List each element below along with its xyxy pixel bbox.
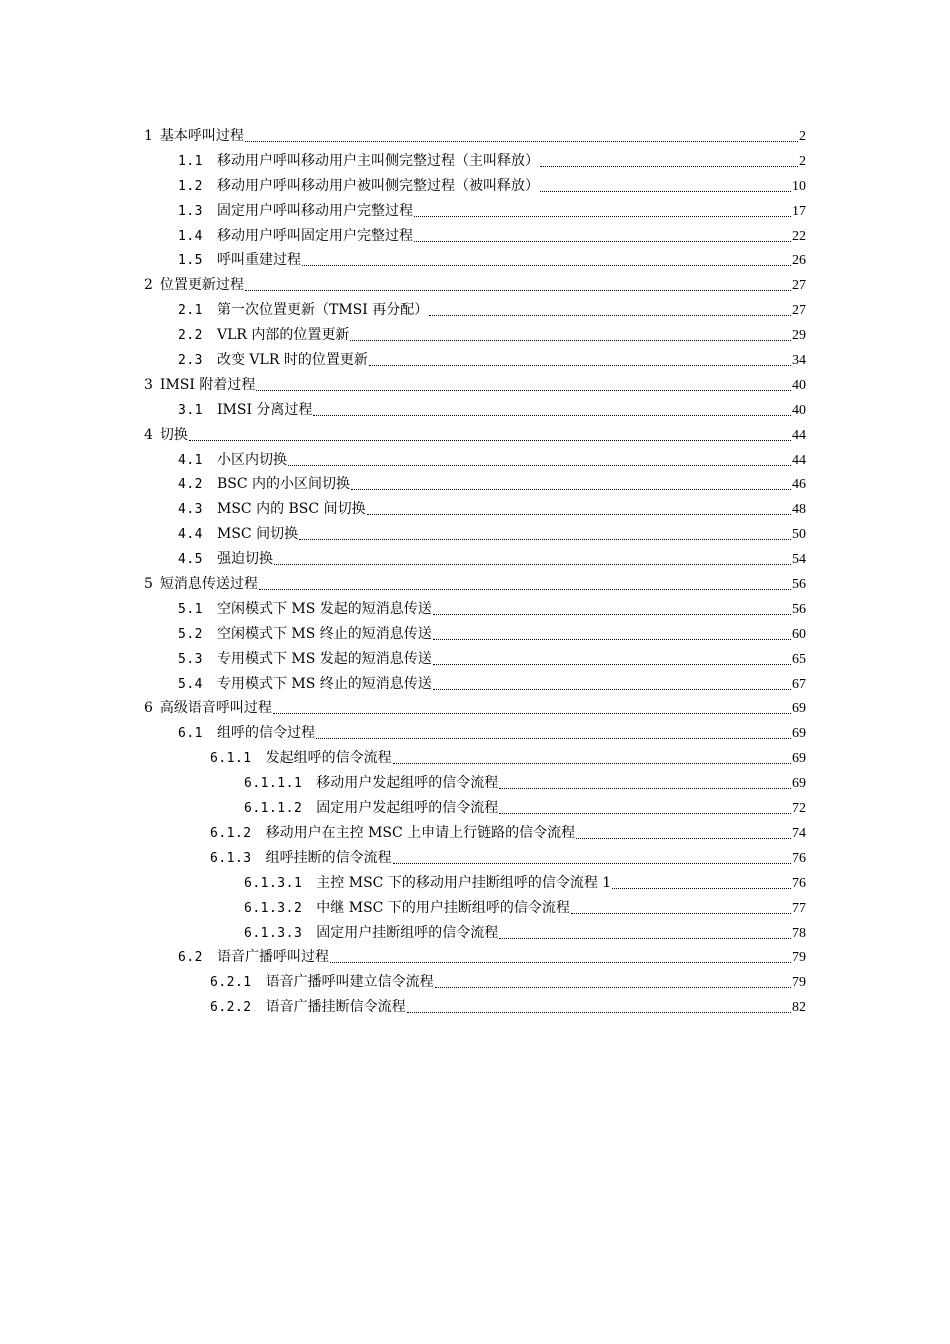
toc-entry-title: 移动用户呼叫固定用户完整过程 — [216, 227, 413, 244]
toc-entry-page-number: 67 — [792, 676, 806, 692]
toc-entry-title: IMSI 附着过程 — [159, 376, 256, 393]
toc-entry-page-number: 69 — [792, 751, 806, 767]
toc-entry-title: 专用模式下 MS 发起的短消息传送 — [216, 650, 432, 667]
toc-entry-title: 移动用户在主控 MSC 上申请上行链路的信令流程 — [265, 824, 576, 841]
toc-entry-title: 空闲模式下 MS 发起的短消息传送 — [216, 600, 432, 617]
toc-entry-number: 4.5 — [178, 552, 203, 568]
toc-entry-number: 4.3 — [178, 502, 203, 518]
toc-entry-number: 6.2.2 — [210, 1000, 252, 1016]
toc-entry[interactable] — [144, 298, 806, 323]
toc-entry-page-number: 79 — [792, 975, 806, 991]
toc-entry-page-number: 76 — [792, 875, 806, 891]
dot-leader — [351, 475, 791, 490]
toc-entry-title: VLR 内部的位置更新 — [216, 327, 350, 344]
toc-entry-title: 固定用户挂断组呼的信令流程 — [316, 924, 499, 941]
dot-leader — [433, 650, 791, 665]
toc-entry-page-number: 40 — [792, 377, 806, 393]
toc-entry-page-number: 44 — [792, 427, 806, 443]
toc-entry[interactable] — [144, 647, 806, 672]
toc-entry-number: 4.1 — [178, 452, 203, 468]
dot-leader — [245, 276, 791, 291]
toc-entry-number: 1.4 — [178, 228, 203, 244]
toc-entry[interactable] — [144, 497, 806, 522]
toc-entry-title: 移动用户呼叫移动用户被叫侧完整过程（被叫释放） — [216, 177, 539, 194]
dot-leader — [256, 376, 791, 391]
toc-entry-page-number: 40 — [792, 402, 806, 418]
toc-entry[interactable] — [144, 771, 806, 796]
toc-entry-page-number: 56 — [792, 577, 806, 593]
toc-entry-title: 组呼的信令过程 — [216, 725, 315, 742]
dot-leader — [433, 625, 791, 640]
toc-entry-title: MSC 内的 BSC 间切换 — [216, 501, 366, 518]
toc-entry-number: 1.5 — [178, 253, 203, 269]
toc-entry-page-number: 79 — [792, 950, 806, 966]
dot-leader — [499, 924, 791, 939]
toc-entry[interactable] — [144, 224, 806, 249]
toc-entry[interactable] — [144, 995, 806, 1020]
dot-leader — [499, 799, 791, 814]
toc-entry-title: 改变 VLR 时的位置更新 — [216, 352, 368, 369]
toc-entry-number: 5.4 — [178, 676, 203, 692]
dot-leader — [350, 326, 791, 341]
toc-entry-page-number: 2 — [799, 129, 806, 144]
toc-entry-title: 小区内切换 — [216, 451, 287, 468]
toc-entry-page-number: 74 — [792, 825, 806, 841]
toc-entry-page-number: 69 — [792, 776, 806, 792]
toc-entry[interactable] — [144, 896, 806, 921]
toc-entry-number: 2.3 — [178, 353, 203, 369]
toc-entry-number: 6.1.3.2 — [244, 900, 303, 916]
toc-entry-title: 切换 — [159, 426, 188, 443]
toc-entry-title: IMSI 分离过程 — [216, 401, 313, 418]
toc-entry[interactable] — [144, 273, 806, 298]
toc-entry-number: 4.2 — [178, 477, 203, 493]
toc-entry-title: 强迫切换 — [216, 551, 273, 568]
toc-entry-title: 语音广播呼叫建立信令流程 — [265, 974, 434, 991]
toc-entry-number: 5.2 — [178, 626, 203, 642]
toc-entry-title: 发起组呼的信令流程 — [265, 750, 392, 767]
toc-entry-title: 专用模式下 MS 终止的短消息传送 — [216, 675, 432, 692]
toc-entry-page-number: 82 — [792, 1000, 806, 1016]
toc-entry[interactable] — [144, 970, 806, 995]
dot-leader — [259, 575, 791, 590]
dot-leader — [571, 899, 791, 914]
dot-leader — [540, 152, 798, 167]
toc-entry[interactable] — [144, 348, 806, 373]
dot-leader — [273, 699, 791, 714]
toc-entry-number: 2 — [144, 277, 153, 294]
dot-leader — [316, 724, 791, 739]
dot-leader — [330, 948, 791, 963]
toc-entry-number: 3 — [144, 376, 153, 393]
toc-entry-number: 2.1 — [178, 303, 203, 319]
dot-leader — [367, 500, 791, 515]
toc-entry[interactable] — [144, 124, 806, 149]
toc-entry-title: 语音广播挂断信令流程 — [265, 999, 406, 1016]
toc-entry-page-number: 72 — [792, 801, 806, 817]
toc-entry[interactable] — [144, 796, 806, 821]
toc-entry-page-number: 50 — [792, 527, 806, 543]
toc-entry-number: 4 — [144, 426, 153, 443]
toc-entry-page-number: 26 — [792, 253, 806, 269]
toc-entry-title: 位置更新过程 — [159, 277, 244, 294]
dot-leader — [540, 177, 791, 192]
toc-entry[interactable] — [144, 423, 806, 448]
toc-entry[interactable] — [144, 248, 806, 273]
dot-leader — [435, 973, 791, 988]
toc-entry-page-number: 22 — [792, 228, 806, 244]
toc-entry-number: 6.1.2 — [210, 825, 252, 841]
toc-entry[interactable] — [144, 871, 806, 896]
toc-entry-title: 呼叫重建过程 — [216, 252, 301, 269]
toc-entry-title: 语音广播呼叫过程 — [216, 949, 329, 966]
dot-leader — [245, 127, 798, 142]
toc-entry-title: BSC 内的小区间切换 — [216, 476, 351, 493]
toc-entry-title: 第一次位置更新（TMSI 再分配） — [216, 302, 429, 319]
toc-entry-title: 移动用户发起组呼的信令流程 — [316, 775, 499, 792]
toc-entry-number: 6.1.3.1 — [244, 875, 303, 891]
toc-entry[interactable] — [144, 522, 806, 547]
toc-entry-number: 6.2 — [178, 950, 203, 966]
toc-entry-page-number: 78 — [792, 925, 806, 941]
toc-entry-page-number: 44 — [792, 452, 806, 468]
toc-entry-number: 5 — [144, 576, 153, 593]
toc-entry-number: 5.3 — [178, 651, 203, 667]
dot-leader — [433, 600, 791, 615]
toc-entry[interactable] — [144, 398, 806, 423]
toc-entry[interactable] — [144, 846, 806, 871]
dot-leader — [369, 351, 791, 366]
toc-entry-page-number: 69 — [792, 701, 806, 717]
toc-entry[interactable] — [144, 696, 806, 721]
toc-entry[interactable] — [144, 672, 806, 697]
dot-leader — [414, 227, 791, 242]
toc-entry-page-number: 69 — [792, 726, 806, 742]
toc-entry[interactable] — [144, 572, 806, 597]
toc-entry[interactable] — [144, 472, 806, 497]
toc-entry-page-number: 27 — [792, 303, 806, 319]
dot-leader — [313, 401, 791, 416]
toc-entry-title: 固定用户发起组呼的信令流程 — [316, 800, 499, 817]
toc-entry[interactable] — [144, 199, 806, 224]
toc-entry-page-number: 56 — [792, 601, 806, 617]
dot-leader — [299, 525, 791, 540]
toc-entry-page-number: 46 — [792, 477, 806, 493]
toc-entry-page-number: 2 — [799, 153, 806, 169]
toc-entry[interactable] — [144, 945, 806, 970]
dot-leader — [288, 451, 791, 466]
toc-entry-number: 6.1 — [178, 726, 203, 742]
toc-entry-page-number: 10 — [792, 178, 806, 194]
dot-leader — [274, 550, 791, 565]
dot-leader — [414, 202, 791, 217]
toc-entry[interactable] — [144, 746, 806, 771]
toc-entry[interactable] — [144, 597, 806, 622]
dot-leader — [576, 824, 791, 839]
toc-entry-number: 6.1.3.3 — [244, 925, 303, 941]
toc-entry[interactable] — [144, 323, 806, 348]
toc-entry[interactable] — [144, 721, 806, 746]
dot-leader — [433, 675, 791, 690]
toc-entry-title: 固定用户呼叫移动用户完整过程 — [216, 202, 413, 219]
table-of-contents — [144, 124, 806, 1020]
toc-entry-number: 5.1 — [178, 601, 203, 617]
toc-entry-page-number: 77 — [792, 900, 806, 916]
dot-leader — [393, 749, 791, 764]
toc-entry-page-number: 27 — [792, 278, 806, 294]
toc-entry-number: 3.1 — [178, 402, 203, 418]
toc-entry[interactable] — [144, 547, 806, 572]
toc-entry-number: 2.2 — [178, 328, 203, 344]
toc-entry-number: 6.1.1.2 — [244, 801, 303, 817]
dot-leader — [429, 301, 791, 316]
toc-entry-page-number: 48 — [792, 502, 806, 518]
toc-entry[interactable] — [144, 174, 806, 199]
toc-entry-number: 1.2 — [178, 178, 203, 194]
toc-entry[interactable] — [144, 821, 806, 846]
toc-entry-title: 主控 MSC 下的移动用户挂断组呼的信令流程 1 — [316, 874, 612, 891]
dot-leader — [499, 774, 791, 789]
toc-entry-number: 6.1.1 — [210, 751, 252, 767]
toc-entry-title: 高级语音呼叫过程 — [159, 700, 272, 717]
toc-entry-page-number: 65 — [792, 651, 806, 667]
toc-entry-page-number: 17 — [792, 203, 806, 219]
toc-entry-number: 4.4 — [178, 527, 203, 543]
toc-entry[interactable] — [144, 149, 806, 174]
toc-entry[interactable] — [144, 622, 806, 647]
toc-entry-page-number: 29 — [792, 328, 806, 344]
toc-entry-title: 组呼挂断的信令流程 — [265, 849, 392, 866]
toc-entry-page-number: 76 — [792, 850, 806, 866]
toc-entry-number: 6.2.1 — [210, 975, 252, 991]
toc-entry[interactable] — [144, 448, 806, 473]
toc-entry-number: 1 — [144, 128, 153, 144]
toc-entry-title: 短消息传送过程 — [159, 576, 258, 593]
dot-leader — [407, 998, 791, 1013]
dot-leader — [189, 426, 791, 441]
toc-entry[interactable] — [144, 921, 806, 946]
toc-entry-number: 6.1.3 — [210, 850, 252, 866]
toc-entry-title: 基本呼叫过程 — [159, 128, 244, 144]
toc-entry-title: 移动用户呼叫移动用户主叫侧完整过程（主叫释放） — [216, 152, 539, 169]
toc-entry-title: 空闲模式下 MS 终止的短消息传送 — [216, 625, 432, 642]
dot-leader — [612, 874, 791, 889]
toc-entry-title: MSC 间切换 — [216, 526, 299, 543]
toc-entry-number: 6.1.1.1 — [244, 776, 303, 792]
toc-entry-page-number: 60 — [792, 626, 806, 642]
toc-entry-page-number: 54 — [792, 552, 806, 568]
toc-entry[interactable] — [144, 373, 806, 398]
toc-entry-number: 6 — [144, 700, 153, 717]
toc-entry-number: 1.1 — [178, 153, 203, 169]
toc-entry-page-number: 34 — [792, 353, 806, 369]
toc-entry-title: 中继 MSC 下的用户挂断组呼的信令流程 — [316, 899, 570, 916]
dot-leader — [393, 849, 791, 864]
toc-entry-number: 1.3 — [178, 203, 203, 219]
dot-leader — [302, 251, 791, 266]
